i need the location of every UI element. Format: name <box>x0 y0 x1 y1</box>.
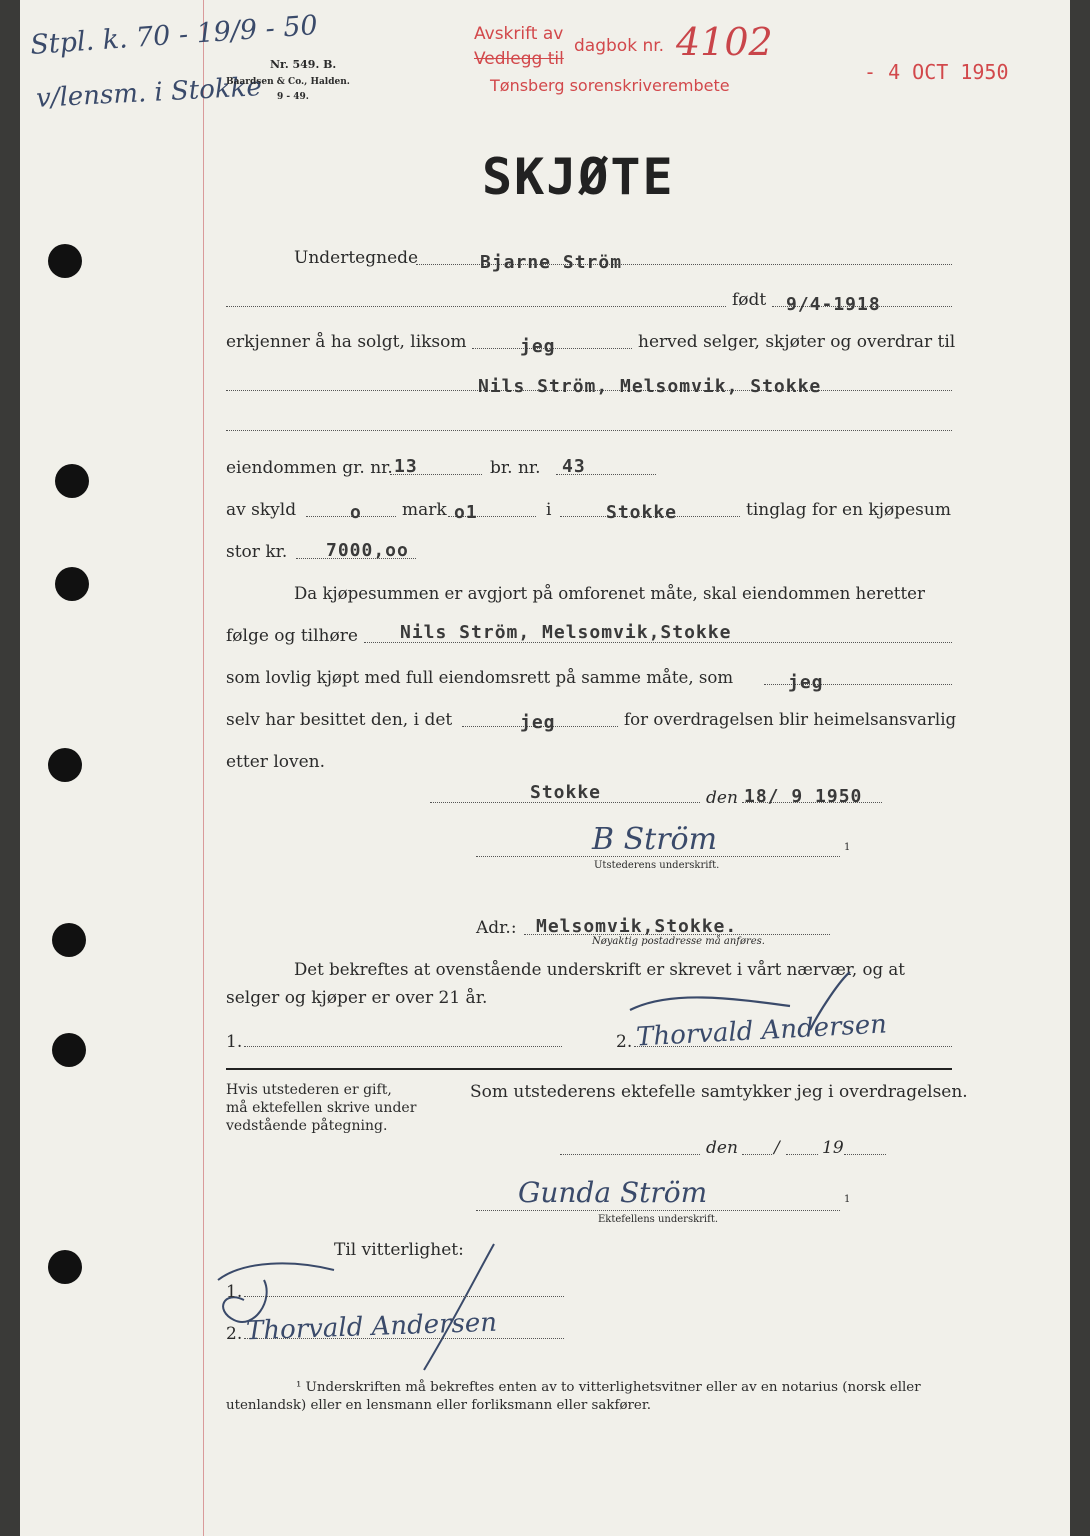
spouse-caption: Ektefellens underskrift. <box>598 1214 719 1225</box>
skyld-value: o <box>350 502 362 523</box>
paragraph-line4-value: jeg <box>520 712 556 733</box>
punch-hole <box>55 464 89 498</box>
margin-line <box>203 0 204 1536</box>
buyer-name: Nils Ström, Melsomvik, Stokke <box>478 376 822 397</box>
confirmation-line2: selger og kjøper er over 21 år. <box>226 988 488 1008</box>
br-nr-label: br. nr. <box>490 458 541 478</box>
erkjenner-label: erkjenner å ha solgt, liksom <box>226 332 467 352</box>
tinglag-value: Stokke <box>606 502 678 523</box>
spouse-den-label: den <box>706 1138 738 1158</box>
folge-value: Nils Ström, Melsomvik,Stokke <box>400 622 732 643</box>
handwritten-note-line2: v/lensm. i Stokke <box>35 72 263 114</box>
punch-hole <box>48 1250 82 1284</box>
herved-label: herved selger, skjøter og overdrar til <box>638 332 956 352</box>
dotted-line <box>844 1154 886 1155</box>
punch-hole <box>48 244 82 278</box>
paragraph-line1: Da kjøpesummen er avgjort på omforenet måte, skal eiendommen heretter <box>294 584 925 603</box>
witnesses-label: Til vitterlighet: <box>334 1240 464 1260</box>
spouse-footnote-mark: 1 <box>844 1194 851 1205</box>
punch-hole <box>52 1033 86 1067</box>
paragraph-line4-label: selv har besittet den, i det <box>226 710 453 730</box>
spouse-note-line3: vedstående påtegning. <box>226 1118 388 1134</box>
punch-hole <box>48 748 82 782</box>
dotted-line <box>226 430 952 431</box>
witness2-number: 2. <box>616 1032 633 1052</box>
dotted-line <box>560 1154 700 1155</box>
undertegnede-label: Undertegnede <box>294 248 419 268</box>
signature-flourish <box>610 970 950 1060</box>
paragraph-line3-value: jeg <box>788 672 824 693</box>
birth-date: 9/4-1918 <box>786 294 881 315</box>
folge-label: følge og tilhøre <box>226 626 358 646</box>
stamp-dagbok-number: 4102 <box>676 20 773 64</box>
i-label: i <box>546 500 552 520</box>
page-title: SKJØTE <box>482 148 675 206</box>
spouse-signature: Gunda Ström <box>518 1176 708 1209</box>
paragraph-line4-end: for overdragelsen blir heimelsansvarlig <box>624 710 957 729</box>
spouse-year: 19 <box>822 1138 844 1158</box>
signature-caption: Utstederens underskrift. <box>594 860 720 871</box>
spouse-note-line2: må ektefellen skrive under <box>226 1100 417 1116</box>
eiendommen-label: eiendommen gr. nr. <box>226 458 393 478</box>
dotted-line <box>476 856 840 857</box>
issuer-signature: B Ström <box>592 822 718 857</box>
witness2-signature: Thorvald Andersen <box>635 1009 888 1053</box>
footnote-line2: utenlandsk) eller en lensmann eller forliksmann eller sakfører. <box>226 1398 652 1413</box>
spouse-note-line1: Hvis utstederen er gift, <box>226 1082 392 1098</box>
punch-hole <box>55 567 89 601</box>
address-label: Adr.: <box>476 918 517 938</box>
spouse-slash: / <box>774 1138 780 1158</box>
den-label: den <box>706 788 738 808</box>
date-value: 18/ 9 1950 <box>744 786 863 807</box>
dotted-line <box>786 1154 818 1155</box>
dotted-line <box>226 306 726 307</box>
witness2-bottom-signature: Thorvald Andersen <box>245 1307 498 1347</box>
dotted-line <box>476 1210 840 1211</box>
form-printer: Baardsen & Co., Halden. <box>226 77 350 87</box>
witness1-number: 1. <box>226 1032 243 1052</box>
witness-number-2: 2. <box>226 1324 243 1344</box>
address-caption: Nøyaktig postadresse må anføres. <box>592 936 765 947</box>
amount-value: 7000,oo <box>326 540 409 561</box>
signature-footnote-mark: 1 <box>844 842 851 853</box>
footnote-line1: ¹ Underskriften må bekreftes enten av to vitterlighetsvitner eller av en notarius (norsk eller <box>296 1380 921 1395</box>
address-value: Melsomvik,Stokke. <box>536 916 738 937</box>
stamp-line2: Vedlegg til <box>474 49 564 69</box>
stamp-dagbok-label: dagbok nr. <box>574 36 665 56</box>
gr-nr-value: 13 <box>394 456 418 477</box>
spouse-consent: Som utstederens ektefelle samtykker jeg i overdragelsen. <box>470 1082 968 1102</box>
dotted-line <box>244 1296 564 1297</box>
punch-hole <box>52 923 86 957</box>
dotted-line <box>244 1046 562 1047</box>
br-nr-value: 43 <box>562 456 586 477</box>
stamp-date: - 4 OCT 1950 <box>864 60 1009 84</box>
form-edition: 9 - 49. <box>277 92 309 102</box>
tinglag-label: tinglag for en kjøpesum <box>746 500 951 520</box>
stor-kr-label: stor kr. <box>226 542 288 562</box>
witness-number-1: 1. <box>226 1282 243 1302</box>
mark-value: o1 <box>454 502 478 523</box>
document-page <box>20 0 1070 1536</box>
fodt-label: født <box>732 290 767 310</box>
paragraph-line5: etter loven. <box>226 752 326 772</box>
form-number: Nr. 549. B. <box>270 58 337 71</box>
separator-line <box>226 1068 952 1070</box>
confirmation-line1: Det bekreftes at ovenstående underskrift er skrevet i vårt nærvær, og at <box>294 960 905 979</box>
stamp-line1: Avskrift av <box>474 24 564 44</box>
seller-name: Bjarne Ström <box>480 252 623 273</box>
dotted-line <box>742 1154 772 1155</box>
liksom-value: jeg <box>520 336 556 357</box>
stamp-office: Tønsberg sorenskriverembete <box>490 76 730 95</box>
paragraph-line3-label: som lovlig kjøpt med full eiendomsrett på samme måte, som <box>226 668 734 687</box>
mark-label: mark <box>402 500 447 520</box>
place-value: Stokke <box>530 782 602 803</box>
handwritten-note-line1: Stpl. k. 70 - 19/9 - 50 <box>29 9 319 62</box>
av-skyld-label: av skyld <box>226 500 297 520</box>
